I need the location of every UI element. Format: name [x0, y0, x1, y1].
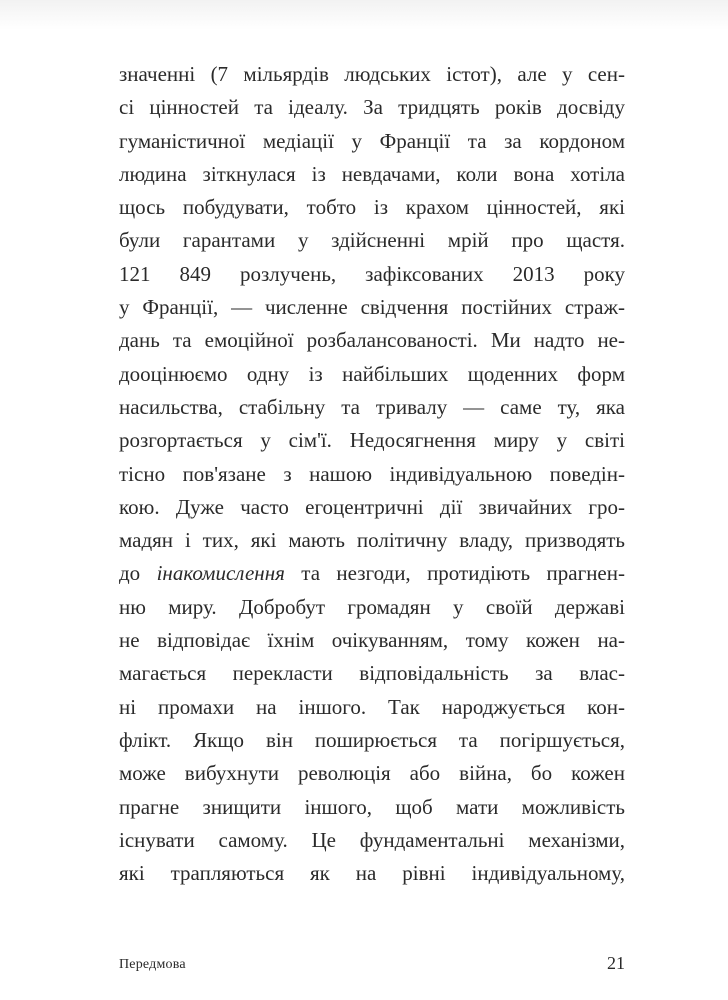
text-line: магається перекласти відповідальність за влас- — [119, 661, 625, 686]
text-line: були гарантами у здійсненні мрій про щастя. — [119, 228, 625, 253]
text-line: розгортається у сім'ї. Недосягнення миру у світі — [119, 428, 625, 453]
text-line: людина зіткнулася із невдачами, коли вона хотіла — [119, 161, 625, 186]
text-line-with-italic — [119, 557, 625, 590]
text-line: гуманістичної медіації у Франції та за кордоном — [119, 128, 625, 153]
text-line: ню миру. Добробут громадян у своїй державі — [119, 594, 625, 619]
text-line: насильства, стабільну та тривалу — саме ту, яка — [119, 394, 625, 419]
text-segment: до — [119, 561, 157, 586]
text-line: існувати самому. Це фундаментальні механізми, — [119, 827, 625, 852]
text-line: тісно пов'язане з нашою індивідуальною поведін- — [119, 461, 625, 486]
text-line: 121 849 розлучень, зафіксованих 2013 року — [119, 261, 625, 286]
text-line: сі цінностей та ідеалу. За тридцять років досвіду — [119, 95, 625, 120]
page-footer — [119, 953, 625, 977]
text-segment: та незгоди, протидіють прагнен- — [284, 561, 625, 586]
text-line: ні промахи на іншого. Так народжується кон- — [119, 694, 625, 719]
italic-term: інакомислення — [156, 561, 285, 586]
text-line: кою. Дуже часто егоцентричні дії звичайних гро- — [119, 494, 625, 519]
text-line: може вибухнути революція або війна, бо кожен — [119, 761, 625, 786]
text-line: не відповідає їхнім очікуванням, тому кожен на- — [119, 628, 625, 653]
body-text — [119, 58, 625, 890]
text-line: які трапляються як на рівні індивідуальному, — [119, 861, 625, 886]
text-line: флікт. Якщо він поширюється та погіршується, — [119, 727, 625, 752]
text-line: у Франції, — численне свідчення постійних страж- — [119, 295, 625, 320]
text-line: щось побудувати, тобто із крахом цінностей, які — [119, 195, 625, 220]
text-line: мадян і тих, які мають політичну владу, призводять — [119, 528, 625, 553]
page-number: 21 — [607, 953, 625, 973]
text-line: прагне знищити іншого, щоб мати можливість — [119, 794, 625, 819]
running-head: Передмова — [119, 957, 186, 972]
text-line: значенні (7 мільярдів людських істот), але у сен- — [119, 62, 625, 86]
page-top-shadow — [0, 0, 728, 30]
text-line: дань та емоційної розбалансованості. Ми надто не- — [119, 328, 625, 353]
text-line: дооцінюємо одну із найбільших щоденних форм — [119, 361, 625, 386]
